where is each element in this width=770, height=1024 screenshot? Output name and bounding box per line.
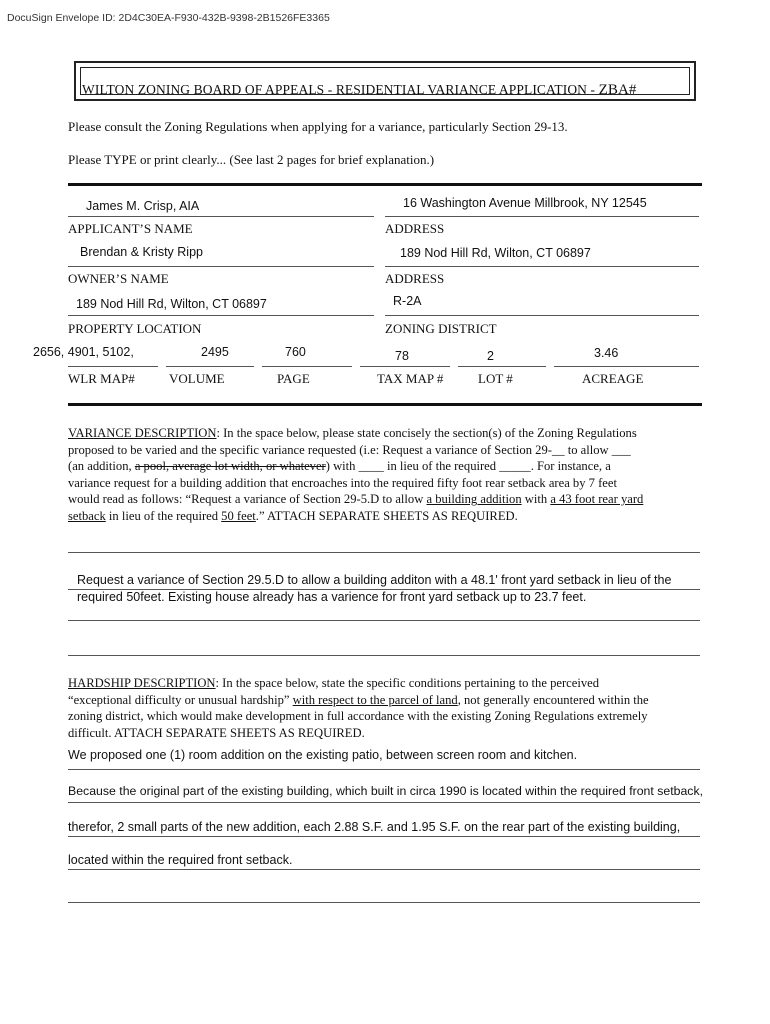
tax-map-line — [360, 366, 450, 367]
form-title: WILTON ZONING BOARD OF APPEALS - RESIDENTIAL VARIANCE APPLICATION - ZBA# — [82, 82, 637, 98]
wlr-map-line — [68, 366, 158, 367]
acreage-line — [554, 366, 699, 367]
owner-address-line — [385, 266, 699, 267]
owner-name-value[interactable]: Brendan & Kristy Ripp — [80, 245, 203, 259]
acreage-label: ACREAGE — [582, 371, 644, 386]
wlr-map-label: WLR MAP# — [68, 371, 135, 386]
hardship-answer-1[interactable]: We proposed one (1) room addition on the existing patio, between screen room and kitchen. — [68, 748, 578, 762]
variance-line-1 — [68, 552, 700, 553]
owner-address-label: ADDRESS — [385, 271, 445, 286]
volume-line — [166, 366, 254, 367]
zoning-district-value[interactable]: R-2A — [393, 294, 422, 308]
property-location-label: PROPERTY LOCATION — [68, 321, 202, 336]
variance-description: VARIANCE DESCRIPTION: In the space below, please state concisely the section(s) of the Zoning Regulations proposed to be varied and the specific variance requested (i.e: Request a variance of Section 29-__ to allow ___ (an addition, a pool, average lot width, or whatever) with ____ in lieu of the required _____. For instance, a variance request for a building addition that encroaches into the required fifty foot rear setback area by 7 feet would read as follows: “Request a variance of Section 29-5.D to allow a building addition with a 43 foot rear yard setback in lieu of the required 50 feet.” ATTACH SEPARATE SHEETS AS REQUIRED. — [68, 426, 644, 523]
owner-name-line — [68, 266, 374, 267]
zoning-district-line — [385, 315, 699, 316]
page-line — [262, 366, 352, 367]
applicant-name-value[interactable]: James M. Crisp, AIA — [86, 199, 200, 213]
page-label: PAGE — [277, 371, 310, 386]
lot-value[interactable]: 2 — [487, 349, 494, 363]
applicant-name-label: APPLICANT’S NAME — [68, 221, 193, 236]
section-divider-middle — [68, 403, 702, 406]
page-value[interactable]: 760 — [285, 345, 306, 359]
zoning-district-label: ZONING DISTRICT — [385, 321, 497, 336]
variance-answer-1[interactable]: Request a variance of Section 29.5.D to allow a building additon with a 48.1' front yard setback in lieu of the — [77, 573, 672, 587]
hardship-answer-3[interactable]: therefor, 2 small parts of the new addition, each 2.88 S.F. and 1.95 S.F. on the rear part of the existing building, — [68, 820, 681, 834]
hardship-line-1 — [68, 769, 700, 770]
docusign-envelope-id: DocuSign Envelope ID: 2D4C30EA-F930-432B-9398-2B1526FE3365 — [7, 12, 330, 24]
hardship-line-2 — [68, 802, 700, 803]
hardship-answer-4[interactable]: located within the required front setback. — [68, 853, 293, 867]
applicant-name-line — [68, 216, 374, 217]
variance-answer-2[interactable]: required 50feet. Existing house already has a varience for front yard setback up to 23.7 feet. — [77, 590, 587, 604]
property-location-value[interactable]: 189 Nod Hill Rd, Wilton, CT 06897 — [76, 297, 267, 311]
hardship-description: HARDSHIP DESCRIPTION: In the space below, state the specific conditions pertaining to the perceived “exceptional difficulty or unusual hardship” with respect to the parcel of land, not generally encountered within the zoning district, which would make development in full accordance with the existing Zoning Regulations extremely difficult. ATTACH SEPARATE SHEETS AS REQUIRED. — [68, 676, 649, 740]
owner-address-value[interactable]: 189 Nod Hill Rd, Wilton, CT 06897 — [400, 246, 591, 260]
hardship-line-3 — [68, 836, 700, 837]
property-location-line — [68, 315, 374, 316]
applicant-address-line — [385, 216, 699, 217]
applicant-address-label: ADDRESS — [385, 221, 445, 236]
owner-name-label: OWNER’S NAME — [68, 271, 169, 286]
tax-map-value[interactable]: 78 — [395, 349, 409, 363]
wlr-map-value[interactable]: 2656, 4901, 5102, — [33, 345, 134, 359]
acreage-value[interactable]: 3.46 — [594, 346, 619, 360]
hardship-heading: HARDSHIP DESCRIPTION — [68, 676, 216, 690]
section-divider-top — [68, 183, 702, 186]
applicant-address-value[interactable]: 16 Washington Avenue Millbrook, NY 12545 — [403, 196, 647, 210]
variance-line-4 — [68, 655, 700, 656]
hardship-line-5 — [68, 902, 700, 903]
lot-line — [458, 366, 546, 367]
hardship-line-4 — [68, 869, 700, 870]
volume-value[interactable]: 2495 — [201, 345, 229, 359]
intro-line-2: Please TYPE or print clearly... (See last 2 pages for brief explanation.) — [68, 152, 435, 167]
volume-label: VOLUME — [169, 371, 225, 386]
lot-label: LOT # — [478, 371, 513, 386]
variance-line-3 — [68, 620, 700, 621]
tax-map-label: TAX MAP # — [377, 371, 444, 386]
variance-heading: VARIANCE DESCRIPTION — [68, 426, 217, 440]
hardship-answer-2[interactable]: Because the original part of the existing building, which built in circa 1990 is located within the required front setback, — [68, 784, 704, 798]
intro-line-1: Please consult the Zoning Regulations when applying for a variance, particularly Section 29-13. — [68, 119, 568, 134]
